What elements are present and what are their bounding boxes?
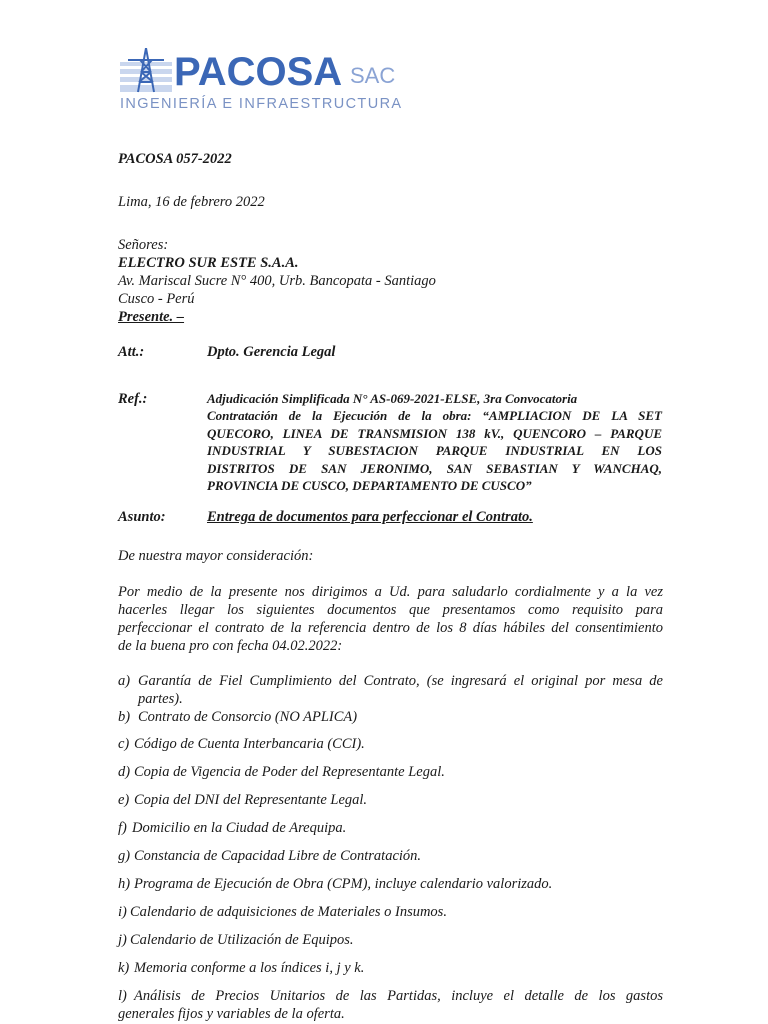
intro-line: hacerles llegar los siguientes documentos que presentamos como requisito para <box>118 602 663 618</box>
intro-line: Por medio de la presente nos dirigimos a Ud. para saludarlo cordialmente y a la vez <box>118 584 663 600</box>
recipient-address: Av. Mariscal Sucre N° 400, Urb. Bancopata - Santiago <box>118 273 436 289</box>
list-item: Domicilio en la Ciudad de Arequipa. <box>132 820 347 836</box>
ref-line: PROVINCIA DE CUSCO, DEPARTAMENTO DE CUSCO” <box>207 478 532 493</box>
list-item-letter: f) <box>118 820 127 836</box>
transmission-tower-icon <box>120 48 172 94</box>
intro-line: de la buena pro con fecha 04.02.2022: <box>118 638 343 654</box>
reference-number: PACOSA 057-2022 <box>118 151 232 167</box>
list-item: Programa de Ejecución de Obra (CPM), incluye calendario valorizado. <box>134 876 553 892</box>
list-item-letter: d) <box>118 764 131 780</box>
intro-line: perfeccionar el contrato de la referencia dentro de los 8 días hábiles del consentimiento <box>118 620 663 636</box>
list-item: Memoria conforme a los índices i, j y k. <box>134 960 365 976</box>
ref-line: Contratación de la Ejecución de la obra: “AMPLIACION DE LA SET <box>207 408 662 423</box>
recipient-city: Cusco - Perú <box>118 291 195 307</box>
list-item-letter: a) <box>118 673 131 689</box>
list-item-letter: l) <box>118 988 127 1004</box>
ref-line: Adjudicación Simplificada N° AS-069-2021-ELSE, 3ra Convocatoria <box>207 391 578 406</box>
list-item: Copia del DNI del Representante Legal. <box>134 792 368 808</box>
list-item-letter: c) <box>118 736 130 752</box>
att-value: Dpto. Gerencia Legal <box>207 344 336 360</box>
place-date: Lima, 16 de febrero 2022 <box>118 194 265 210</box>
ref-line: INDUSTRIAL Y SUBESTACION PARQUE INDUSTRIAL EN LOS <box>207 443 662 458</box>
presente-line: Presente. – <box>118 309 185 325</box>
list-item: Calendario de adquisiciones de Materiales o Insumos. <box>130 904 447 920</box>
company-logo <box>118 46 418 116</box>
list-item: partes). <box>138 691 183 707</box>
list-item: Código de Cuenta Interbancaria (CCI). <box>134 736 365 752</box>
list-item: Garantía de Fiel Cumplimiento del Contrato, (se ingresará el original por mesa de <box>138 673 663 689</box>
asunto-value: Entrega de documentos para perfeccionar el Contrato. <box>207 509 533 525</box>
greeting: De nuestra mayor consideración: <box>118 548 314 564</box>
list-item: generales fijos y variables de la oferta. <box>118 1006 345 1022</box>
list-item-letter: e) <box>118 792 130 808</box>
list-item-letter: j) <box>118 932 127 948</box>
list-item-letter: i) <box>118 904 127 920</box>
list-item: Calendario de Utilización de Equipos. <box>130 932 354 948</box>
list-item-letter: h) <box>118 876 131 892</box>
ref-line: DISTRITOS DE SAN JERONIMO, SAN SEBASTIAN Y WANCHAQ, <box>207 461 662 476</box>
logo-tagline: INGENIERÍA E INFRAESTRUCTURA <box>120 96 403 112</box>
list-item-letter: g) <box>118 848 131 864</box>
ref-label: Ref.: <box>118 391 148 407</box>
salutation: Señores: <box>118 237 169 253</box>
logo-wordmark: PACOSA <box>174 50 343 94</box>
att-label: Att.: <box>118 344 145 360</box>
list-item: Constancia de Capacidad Libre de Contratación. <box>134 848 422 864</box>
ref-line: QUECORO, LINEA DE TRANSMISION 138 kV., QUENCORO – PARQUE <box>207 426 662 441</box>
list-item-letter: k) <box>118 960 130 976</box>
list-item: Contrato de Consorcio (NO APLICA) <box>138 709 358 725</box>
asunto-label: Asunto: <box>118 509 166 525</box>
list-item: Análisis de Precios Unitarios de las Partidas, incluye el detalle de los gastos <box>134 988 663 1004</box>
list-item: Copia de Vigencia de Poder del Representante Legal. <box>134 764 445 780</box>
list-item-letter: b) <box>118 709 131 725</box>
logo-suffix: SAC <box>350 63 396 88</box>
recipient-company: ELECTRO SUR ESTE S.A.A. <box>118 255 299 271</box>
